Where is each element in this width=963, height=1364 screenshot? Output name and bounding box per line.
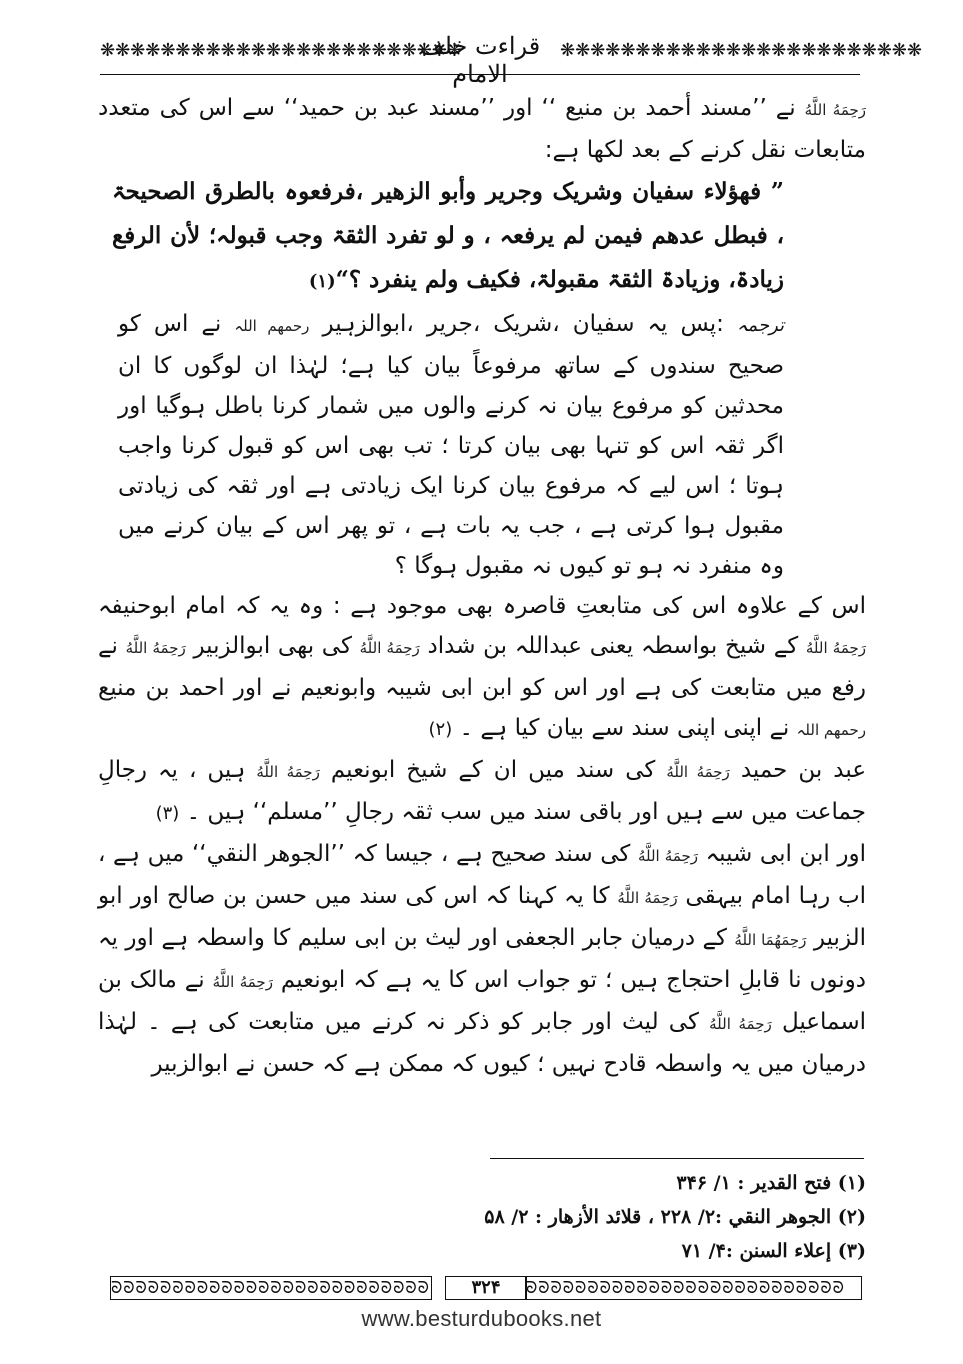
page-header bbox=[100, 30, 922, 88]
para4-text-c: کا یہ کہنا کہ اس کی سند میں حسن بن صالح اور ابو الزبیر bbox=[98, 883, 867, 951]
honorific: رَحِمَهُ اللَّهُ bbox=[617, 889, 678, 907]
footnote-ref-3[interactable]: (۳) bbox=[155, 803, 180, 824]
footer-ornament-left-icon: ᘐᘐᘐᘐᘐᘐᘐᘐᘐᘐᘐᘐᘐᘐᘐᘐᘐᘐᘐᘐᘐᘐᘐᘐᘐᘐ bbox=[110, 1276, 432, 1300]
para3-text-a: عبد بن حمید bbox=[740, 757, 867, 783]
para4-text-f: کی لیث اور جابر کو ذکر نہ کرنے میں متابعت کی ہے ۔ لہٰذا درمیان میں یہ واسطہ قادح نہیں ؛ کیوں کہ ممکن ہے کہ حسن نے ابوالزبیر bbox=[98, 1009, 866, 1077]
footnote-ref-2[interactable]: (۲) bbox=[428, 719, 453, 740]
footer-ornament-right-icon: ᘐᘐᘐᘐᘐᘐᘐᘐᘐᘐᘐᘐᘐᘐᘐᘐᘐᘐᘐᘐᘐᘐᘐᘐᘐᘐ bbox=[525, 1276, 862, 1300]
watermark-url: www.besturdubooks.net bbox=[361, 1306, 602, 1331]
honorific: رحمهم اللہ bbox=[234, 317, 310, 335]
para4-text-a: اور ابن ابی شیبہ bbox=[705, 841, 867, 867]
honorific: رَحِمَهُ اللَّهُ bbox=[125, 639, 186, 657]
page-number: ۳۲۴ bbox=[445, 1276, 527, 1300]
intro-paragraph bbox=[98, 88, 866, 170]
translation-text-a: :پس یہ سفیان ،شریک ،جریر ،ابوالزہیر bbox=[322, 311, 724, 337]
honorific: رَحِمَهُ اللَّهُ bbox=[359, 639, 420, 657]
honorific: رَحِمَهُ اللَّهُ bbox=[637, 847, 699, 865]
footnote-3: (۳) إعلاء السنن :۴/ ۷۱ bbox=[681, 1240, 866, 1262]
para3-text-c: ہیں ، یہ رجالِ جماعت میں سے ہیں اور باقی سند میں سب ثقہ رجالِ ’’مسلم‘‘ ہیں ۔ bbox=[98, 757, 866, 825]
para3-text-b: کی سند میں ان کے شیخ ابونعیم bbox=[330, 757, 656, 783]
translation-label: ترجمہ bbox=[737, 315, 785, 336]
honorific: رَحِمَهُ اللَّهُ bbox=[212, 973, 273, 991]
honorific: رَحِمَهُ اللَّهُ bbox=[666, 763, 730, 781]
honorific: رَحِمَهُمَا اللَّهُ bbox=[734, 931, 807, 949]
para4-text-e: نے مالک بن اسماعیل bbox=[98, 967, 867, 1035]
page-footer bbox=[110, 1276, 862, 1300]
footnote-ref-1[interactable]: (۱) bbox=[308, 271, 336, 292]
arabic-quotation bbox=[98, 170, 866, 304]
honorific: رَحِمَهُ اللَّهُ bbox=[804, 101, 867, 119]
para2-text-a: اس کے علاوہ اس کی متابعتِ قاصرہ بھی موجود ہے : وہ یہ کہ امام ابوحنیفہ bbox=[98, 593, 866, 619]
footnotes bbox=[380, 1166, 866, 1268]
intro-text: نے ’’مسند أحمد بن منیع ‘‘ اور ’’مسند عبد بن حمید‘‘ سے اس کی متعدد متابعات نقل کرنے کے بعد لکھا ہے: bbox=[98, 95, 866, 163]
running-title: قراءت خلف الامام bbox=[419, 32, 541, 88]
footnote-divider bbox=[490, 1158, 864, 1159]
paragraph-4 bbox=[98, 834, 866, 1084]
translation-paragraph bbox=[98, 304, 866, 586]
para2-text-c: کی بھی ابوالزبیر bbox=[193, 633, 352, 659]
honorific: رَحِمَهُ اللَّهُ bbox=[256, 763, 320, 781]
honorific: رَحِمَهُ اللَّهُ bbox=[709, 1015, 772, 1033]
honorific: رحمهم اللہ bbox=[796, 721, 866, 739]
header-rule bbox=[100, 74, 860, 75]
para4-text-d: کے درمیان جابر الجعفی اور لیث بن ابی سلیم کا واسطہ ہے اور یہ دونوں نا قابلِ احتجاج ہیں ؛ تو جواب اس کا یہ ہے کہ ابونعیم bbox=[98, 925, 866, 993]
para2-text-d: نے رفع میں متابعت کی ہے اور اس کو ابن ابی شیبہ وابونعیم نے اور احمد بن منیع bbox=[98, 633, 866, 701]
page-body bbox=[98, 88, 866, 1084]
para2-text-b: کے شیخ بواسطہ یعنی عبداللہ بن شداد bbox=[427, 633, 799, 659]
para2-text-e: نے اپنی اپنی سند سے بیان کیا ہے ۔ bbox=[459, 715, 790, 741]
footnote-2: (۲) الجوھر النقي :۲/ ۲۲۸ ، قلائد الأزھار : ۲/ ۵۸ bbox=[484, 1206, 866, 1228]
translation-text-b: نے اس کو صحیح سندوں کے ساتھ مرفوعاً بیان کیا ہے؛ لہٰذا ان لوگوں کا ان محدثین کو مرفوع بیان نہ کرنے والوں میں شمار کرنا باطل ہوگیا اور اگر ثقہ اس کو تنہا بھی بیان کرتا ؛ تب بھی اس کو قبول کرنا واجب ہوتا ؛ اس لیے کہ مرفوع بیان کرنا ایک زیادتی ہے اور ثقہ کی زیادتی مقبول ہوا کرتی ہے ، جب یہ بات ہے ، تو پھر اس کے بیان کرنے میں وہ منفرد نہ ہو تو کیوں نہ مقبول ہوگا ؟ bbox=[118, 311, 784, 579]
footnote-1: (۱) فتح القدیر : ۱/ ۳۴۶ bbox=[676, 1172, 866, 1194]
quote-text: ” فھؤلاء سفیان وشریک وجریر وأبو الزھیر ،فرفعوہ بالطرق الصحیحۃ ، فبطل عدھم فیمن لم یرفعہ ، و لو تفرد الثقۃ وجب قبولہ؛ لأن الرفع زیادۃ، وزیادۃ الثقۃ مقبولۃ، فکیف ولم ینفرد ؟“ bbox=[112, 178, 784, 293]
para4-text-b: کی سند صحیح ہے ، جیسا کہ ’’الجوھر النقي‘‘ میں ہے ، اب رہا امام بیہقی bbox=[98, 841, 867, 909]
paragraph-3 bbox=[98, 750, 866, 834]
header-ornament-right-icon: ❋❋❋❋❋❋❋❋❋❋❋❋❋❋❋❋❋❋❋❋❋❋❋❋ bbox=[560, 40, 922, 61]
honorific: رَحِمَهُ اللَّهُ bbox=[805, 639, 867, 657]
paragraph-2 bbox=[98, 586, 866, 750]
header-ornament-left-icon: ❋❋❋❋❋❋❋❋❋❋❋❋❋❋❋❋❋❋❋❋❋❋❋❋ bbox=[100, 40, 462, 61]
